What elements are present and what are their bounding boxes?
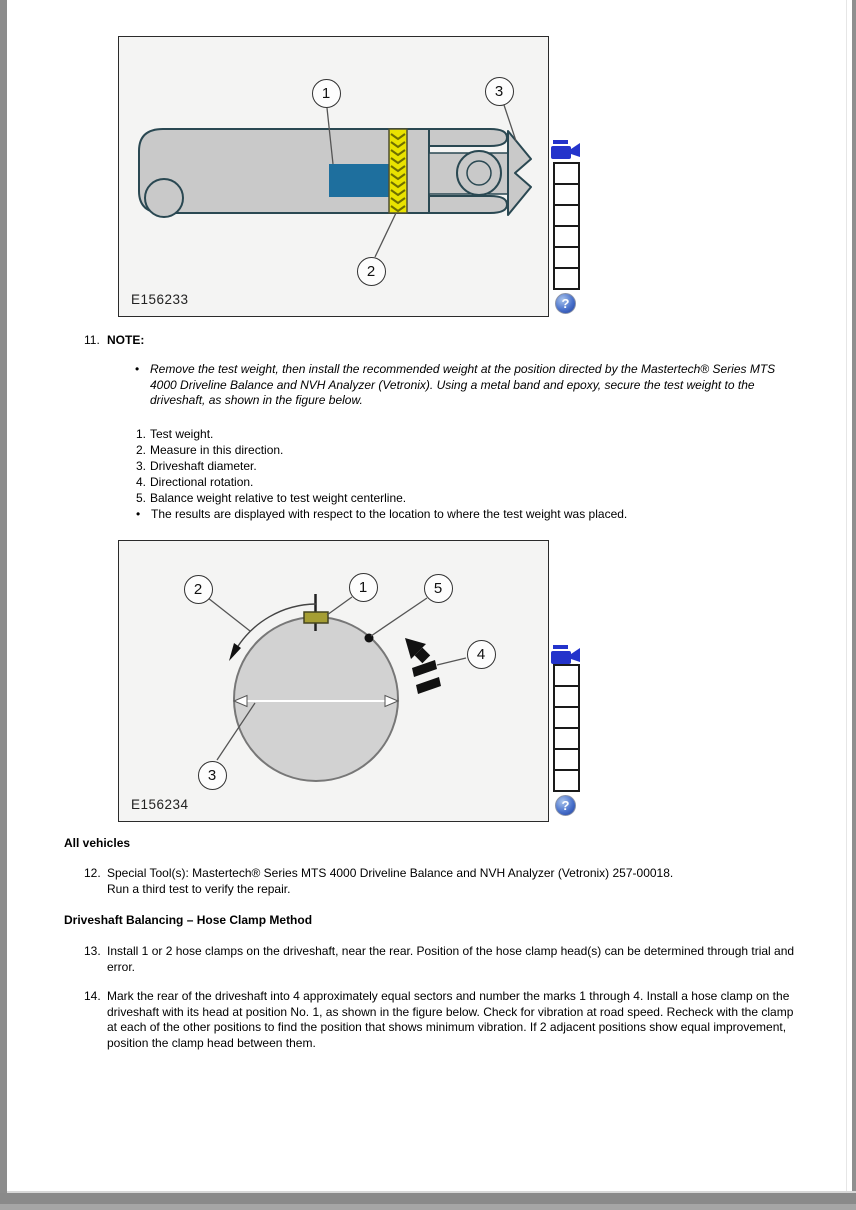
filmstrip-cell bbox=[555, 164, 578, 185]
list-item bbox=[136, 442, 627, 458]
filmstrip-cell bbox=[555, 227, 578, 248]
step-13 bbox=[84, 944, 795, 975]
list-text: Directional rotation. bbox=[150, 475, 254, 489]
filmstrip-cell bbox=[555, 666, 578, 687]
list-number: 2. bbox=[136, 443, 147, 457]
step-text: Mark the rear of the driveshaft into 4 approximately equal sectors and number the marks 1 through 4. Install a hose clamp on the driveshaft with its head at position No. 1, as shown in the figure below. Check for vibration at road speed. Recheck with the clamp at each of the other positions to find the position that shows minimum vibration. If 2 adjacent positions show equal improvement, position the clamp head between them. bbox=[107, 989, 794, 1051]
result-bullet bbox=[136, 506, 627, 522]
step-number: 12. bbox=[84, 866, 101, 880]
video-camera-icon[interactable] bbox=[550, 138, 582, 161]
figure-key-list bbox=[136, 426, 627, 522]
filmstrip-cell bbox=[555, 185, 578, 206]
step-text: Install 1 or 2 hose clamps on the driveshaft, near the rear. Position of the hose clamp head(s) can be determined through trial and error. bbox=[107, 944, 795, 974]
test-weight-shape bbox=[304, 612, 328, 623]
right-frame-line bbox=[846, 0, 847, 1192]
list-number: 3. bbox=[136, 459, 147, 473]
callout-1: 1 bbox=[349, 573, 378, 602]
list-number: 5. bbox=[136, 491, 147, 505]
step-12 bbox=[84, 866, 807, 897]
bullet-glyph: • bbox=[136, 507, 141, 521]
all-vehicles-heading: All vehicles bbox=[64, 836, 131, 850]
list-text: Test weight. bbox=[150, 427, 214, 441]
list-text: Driveshaft diameter. bbox=[150, 459, 257, 473]
step-11-heading bbox=[84, 333, 144, 349]
callout-4: 4 bbox=[467, 640, 496, 669]
test-weight-shape bbox=[329, 164, 391, 197]
step-text-line2: Run a third test to verify the repair. bbox=[107, 881, 291, 896]
callout-2: 2 bbox=[357, 257, 386, 286]
list-item bbox=[136, 426, 627, 442]
filmstrip-cell bbox=[555, 708, 578, 729]
bullet-glyph: • bbox=[135, 362, 140, 376]
callout-3: 3 bbox=[198, 761, 227, 790]
help-icon[interactable]: ? bbox=[555, 293, 576, 314]
filmstrip-cell bbox=[555, 269, 578, 288]
result-text: The results are displayed with respect to the location to where the test weight was placed. bbox=[151, 507, 628, 521]
filmstrip-cell bbox=[555, 771, 578, 790]
figure-id-label: E156234 bbox=[131, 797, 189, 812]
callout-5: 5 bbox=[424, 574, 453, 603]
video-camera-icon[interactable] bbox=[550, 643, 582, 666]
figure-e156234 bbox=[118, 540, 549, 822]
callout-3: 3 bbox=[485, 77, 514, 106]
right-frame-border bbox=[852, 0, 856, 1192]
filmstrip-cell bbox=[555, 687, 578, 708]
video-filmstrip-placeholder[interactable] bbox=[553, 664, 580, 792]
filmstrip-cell bbox=[555, 248, 578, 269]
callout-2: 2 bbox=[184, 575, 213, 604]
list-item bbox=[136, 490, 627, 506]
filmstrip-cell bbox=[555, 729, 578, 750]
step-number: 14. bbox=[84, 989, 101, 1003]
step-number: 11. bbox=[84, 333, 100, 347]
step-text-line1: Special Tool(s): Mastertech® Series MTS 4000 Driveline Balance and NVH Analyzer (Vetronix) 257-00018. bbox=[107, 866, 674, 880]
filmstrip-cell bbox=[555, 206, 578, 227]
horizontal-scrollbar[interactable] bbox=[0, 1193, 856, 1204]
list-number: 4. bbox=[136, 475, 147, 489]
left-frame-border bbox=[0, 0, 7, 1210]
figure-e156233 bbox=[118, 36, 549, 317]
list-item bbox=[136, 458, 627, 474]
note-label: NOTE: bbox=[107, 333, 145, 347]
note-bullet bbox=[135, 362, 797, 409]
list-text: Measure in this direction. bbox=[150, 443, 284, 457]
window-bottom-edge bbox=[0, 1204, 856, 1210]
figure-id-label: E156233 bbox=[131, 292, 189, 307]
video-filmstrip-placeholder[interactable] bbox=[553, 162, 580, 290]
help-icon[interactable]: ? bbox=[555, 795, 576, 816]
driveshaft-side-view-illustration bbox=[119, 37, 548, 316]
driveshaft-cross-section-illustration bbox=[119, 541, 548, 821]
callout-1: 1 bbox=[312, 79, 341, 108]
list-item bbox=[136, 474, 627, 490]
note-text: Remove the test weight, then install the recommended weight at the position directed by the Mastertech® Series MTS 4000 Driveline Balance and NVH Analyzer (Vetronix). Using a metal band and epoxy, secure the test weight to the driveshaft, as shown in the figure below. bbox=[150, 362, 776, 408]
step-14 bbox=[84, 989, 799, 1052]
filmstrip-cell bbox=[555, 750, 578, 771]
section-heading: Driveshaft Balancing – Hose Clamp Method bbox=[64, 913, 313, 927]
list-number: 1. bbox=[136, 427, 147, 441]
list-text: Balance weight relative to test weight centerline. bbox=[150, 491, 407, 505]
step-number: 13. bbox=[84, 944, 101, 958]
